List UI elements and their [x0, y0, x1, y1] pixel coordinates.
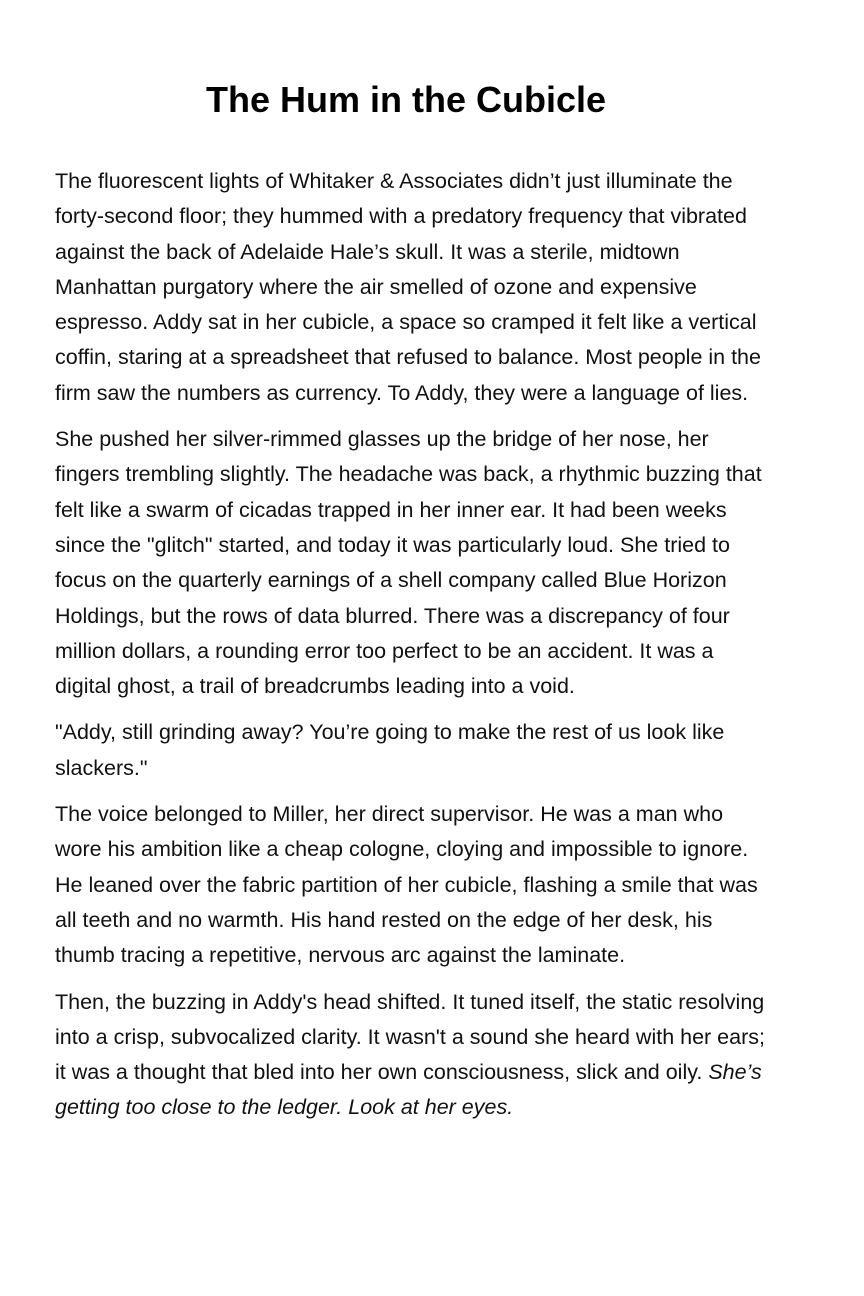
paragraph-5 [55, 985, 765, 1126]
paragraph-plain-text: Then, the buzzing in Addy's head shifted. It tuned itself, the static resolving into a crisp, subvocalized clarity. It wasn't a sound she heard with her ears; it was a thought that bled into her own consciousness, slick and oily. [55, 989, 765, 1085]
paragraph-1 [55, 164, 765, 411]
paragraph-text: The fluorescent lights of Whitaker & Associates didn’t just illuminate the forty-second floor; they hummed with a predatory frequency that vibrated against the back of Adelaide Hale’s skull. It was a sterile, midtown Manhattan purgatory where the air smelled of ozone and expensive espresso. Addy sat in her cubicle, a space so cramped it felt like a vertical coffin, staring at a spreadsheet that refused to balance. Most people in the firm saw the numbers as currency. To Addy, they were a language of lies. [55, 169, 761, 405]
paragraph-text: The voice belonged to Miller, her direct supervisor. He was a man who wore his ambition like a cheap cologne, cloying and impossible to ignore. He leaned over the fabric partition of her cubicle, flashing a smile that was all teeth and no warmth. His hand rested on the edge of her desk, his thumb tracing a repetitive, nervous arc against the laminate. [55, 802, 758, 968]
paragraph-text [55, 985, 765, 1126]
italic-thought-text: She’s getting too close to the ledger. Look at her eyes. [55, 1060, 762, 1120]
paragraph-4 [55, 797, 765, 973]
document-body [55, 164, 765, 1137]
paragraph-2 [55, 422, 765, 704]
paragraph-3 [55, 715, 765, 786]
document-title: The Hum in the Cubicle [205, 79, 607, 120]
paragraph-text: "Addy, still grinding away? You’re going to make the rest of us look like slackers." [55, 720, 725, 780]
paragraph-text: She pushed her silver-rimmed glasses up the bridge of her nose, her fingers trembling slightly. The headache was back, a rhythmic buzzing that felt like a swarm of cicadas trapped in her inner ear. It had been weeks since the "glitch" started, and today it was particularly loud. She tried to focus on the quarterly earnings of a shell company called Blue Horizon Holdings, but the rows of data blurred. There was a discrepancy of four million dollars, a rounding error too perfect to be an accident. It was a digital ghost, a trail of breadcrumbs leading into a void. [55, 427, 762, 699]
